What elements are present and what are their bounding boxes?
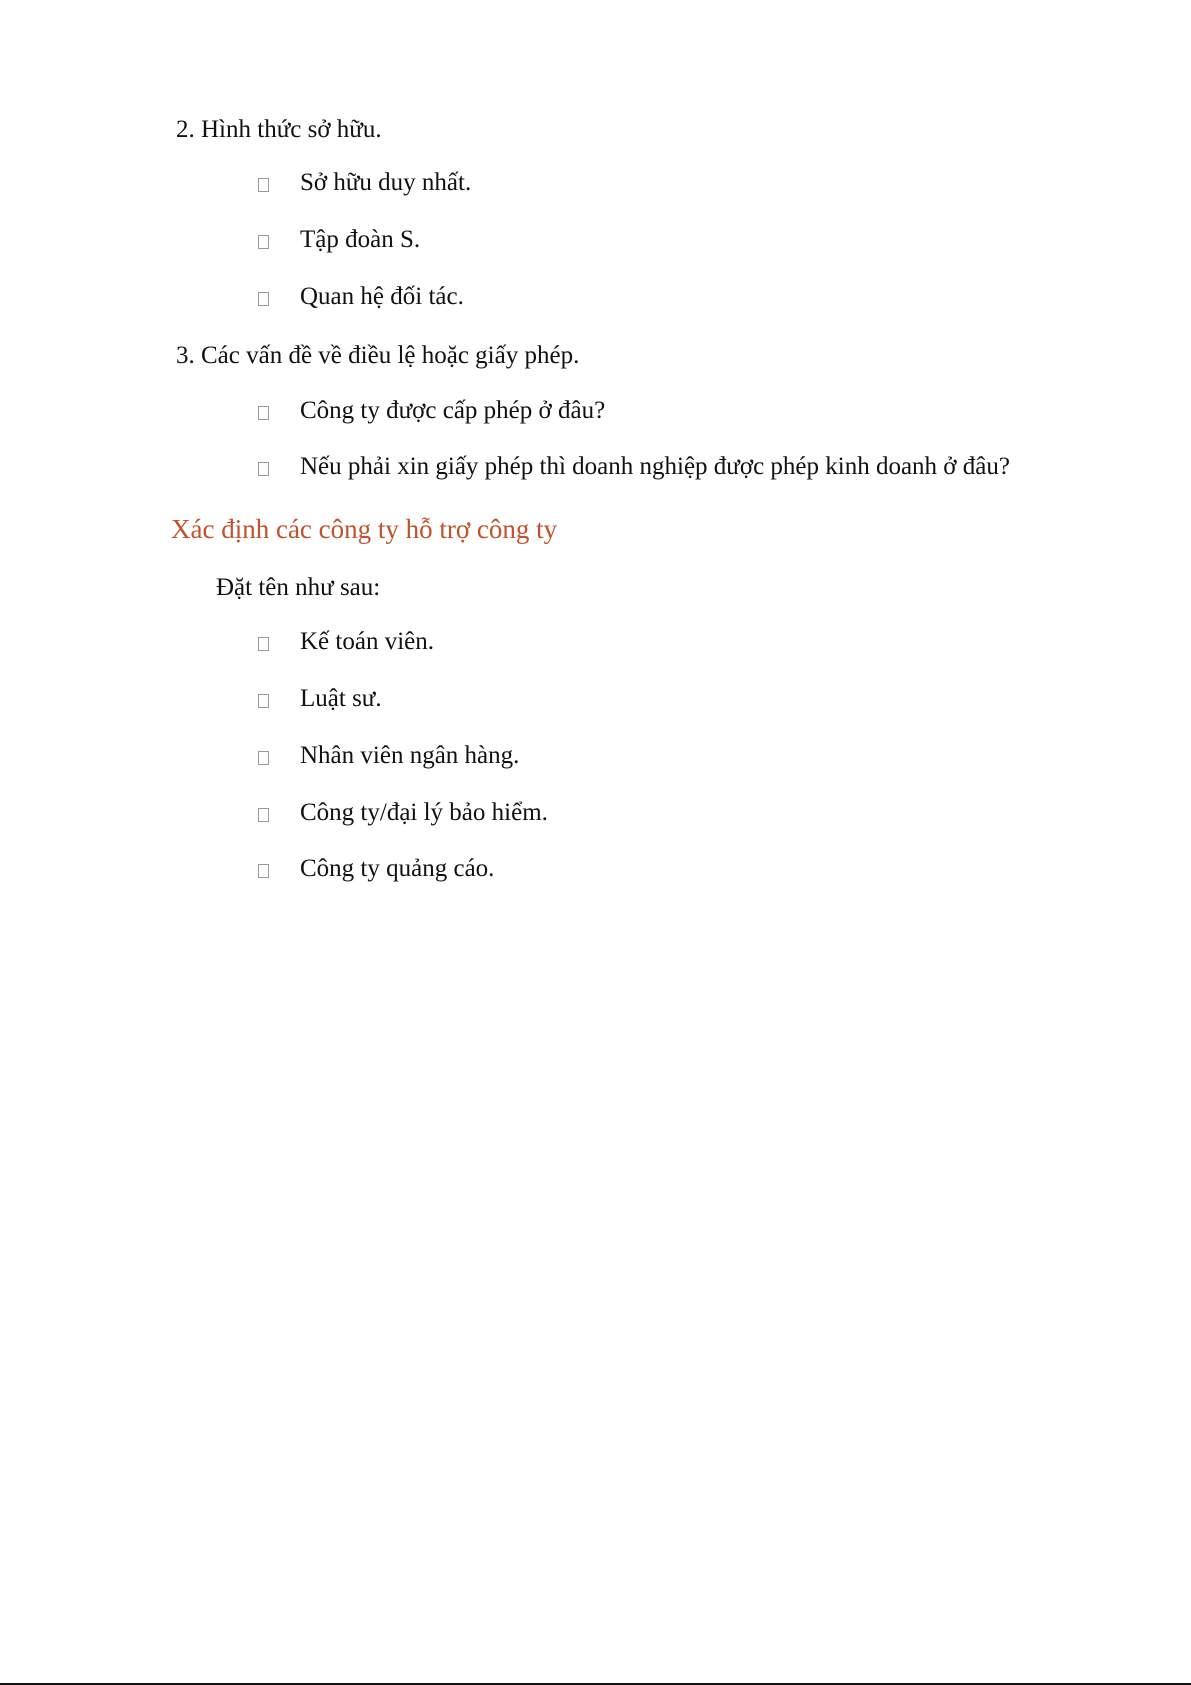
list-item-text: Công ty/đại lý bảo hiểm. <box>300 799 548 826</box>
checkbox-square-icon <box>258 462 269 476</box>
intro-text: Đặt tên như sau: <box>216 574 381 601</box>
list-item-text: Công ty được cấp phép ở đâu? <box>300 397 606 424</box>
checkbox-square-icon <box>258 292 269 306</box>
checkbox-square-icon <box>258 235 269 249</box>
list-item-text: Luật sư. <box>300 685 382 712</box>
checkbox-square-icon <box>258 178 269 192</box>
checkbox-square-icon <box>258 406 269 420</box>
section-2-title: 2. Hình thức sở hữu. <box>176 116 382 143</box>
list-item-text: Công ty quảng cáo. <box>300 855 495 882</box>
checkbox-square-icon <box>258 694 269 708</box>
list-item-text: Tập đoàn S. <box>300 226 421 253</box>
checkbox-square-icon <box>258 864 269 878</box>
list-item-text: Sở hữu duy nhất. <box>300 169 472 196</box>
section-heading: Xác định các công ty hỗ trợ công ty <box>171 514 558 544</box>
list-item-text: Kế toán viên. <box>300 628 434 655</box>
checkbox-square-icon <box>258 808 269 822</box>
checkbox-square-icon <box>258 637 269 651</box>
list-item-text: Nhân viên ngân hàng. <box>300 742 520 769</box>
list-item-text: Quan hệ đối tác. <box>300 283 464 310</box>
checkbox-square-icon <box>258 751 269 765</box>
list-item-text: Nếu phải xin giấy phép thì doanh nghiệp được phép kinh doanh ở đâu? <box>300 453 1010 480</box>
section-3-title: 3. Các vấn đề về điều lệ hoặc giấy phép. <box>176 342 580 369</box>
